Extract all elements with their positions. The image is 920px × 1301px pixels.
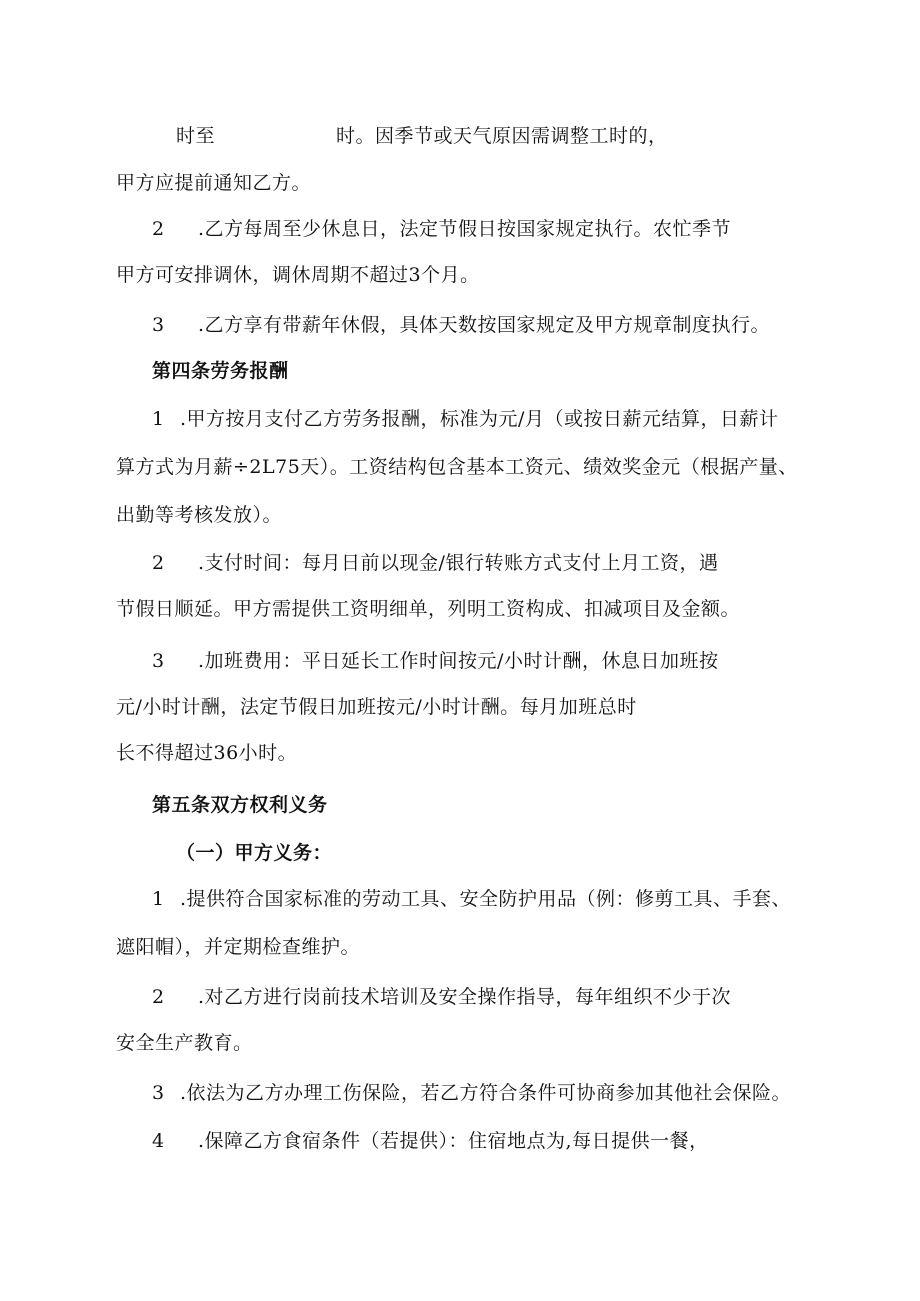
item-number: 3 xyxy=(152,1082,165,1104)
text-line: 节假日顺延。甲方需提供工资明细单，列明工资构成、扣减项目及金额。 xyxy=(116,598,741,620)
text-line xyxy=(152,1128,709,1154)
section-heading: 第五条双方权利义务 xyxy=(152,794,328,816)
text-line xyxy=(152,550,718,576)
item-number: 1 xyxy=(152,888,165,910)
text-fragment: 时至 xyxy=(176,125,216,147)
subsection-heading: （一）甲方义务： xyxy=(176,842,333,864)
item-number: 3 xyxy=(152,650,165,672)
text-line xyxy=(152,312,770,338)
item-number: 4 xyxy=(152,1130,165,1152)
item-text: .保障乙方食宿条件（若提供）：住宿地点为,每日提供一餐， xyxy=(198,1130,709,1152)
text-line: 甲方应提前通知乙方。 xyxy=(116,172,312,194)
text-line: 安全生产教育。 xyxy=(116,1032,253,1054)
text-line xyxy=(152,984,731,1010)
text-line: 遮阳帽），并定期检查维护。 xyxy=(116,936,361,958)
item-text: .加班费用：平日延长工作时间按元/小时计酬，休息日加班按 xyxy=(198,650,719,672)
item-number: 2 xyxy=(152,986,165,1008)
text-line: 元/小时计酬，法定节假日加班按元/小时计酬。每月加班总时 xyxy=(116,696,637,718)
text-line xyxy=(152,1080,791,1106)
text-line: 算方式为月薪÷2L75天）。工资结构包含基本工资元、绩效奖金元（根据产量、 xyxy=(116,456,798,478)
item-text: .提供符合国家标准的劳动工具、安全防护用品（例：修剪工具、手套、 xyxy=(180,888,792,910)
item-number: 1 xyxy=(152,408,165,430)
text-line: 甲方可安排调休，调休周期不超过3个月。 xyxy=(116,264,480,286)
item-text: .依法为乙方办理工伤保险，若乙方符合条件可协商参加其他社会保险。 xyxy=(180,1082,792,1104)
item-number: 2 xyxy=(152,552,165,574)
item-number: 3 xyxy=(152,314,165,336)
text-line xyxy=(176,123,215,149)
section-heading: 第四条劳务报酬 xyxy=(152,360,289,382)
item-text: .乙方每周至少休息日，法定节假日按国家规定执行。农忙季节 xyxy=(198,218,732,240)
text-line xyxy=(152,216,731,242)
text-line: 长不得超过36小时。 xyxy=(116,742,298,764)
item-text: .支付时间：每月日前以现金/银行转账方式支付上月工资，遇 xyxy=(198,552,719,574)
text-line: 出勤等考核发放）。 xyxy=(116,504,283,526)
text-line xyxy=(152,886,791,912)
text-fragment: 时。因季节或天气原因需调整工时的， xyxy=(336,125,668,147)
text-line xyxy=(152,406,778,432)
item-text: .对乙方进行岗前技术培训及安全操作指导，每年组织不少于次 xyxy=(198,986,732,1008)
item-number: 2 xyxy=(152,218,165,240)
text-line xyxy=(152,648,718,674)
item-text: .乙方享有带薪年休假，具体天数按国家规定及甲方规章制度执行。 xyxy=(198,314,771,336)
item-text: .甲方按月支付乙方劳务报酬，标准为元/月（或按日薪元结算，日薪计 xyxy=(180,408,779,430)
text-line xyxy=(336,123,668,149)
